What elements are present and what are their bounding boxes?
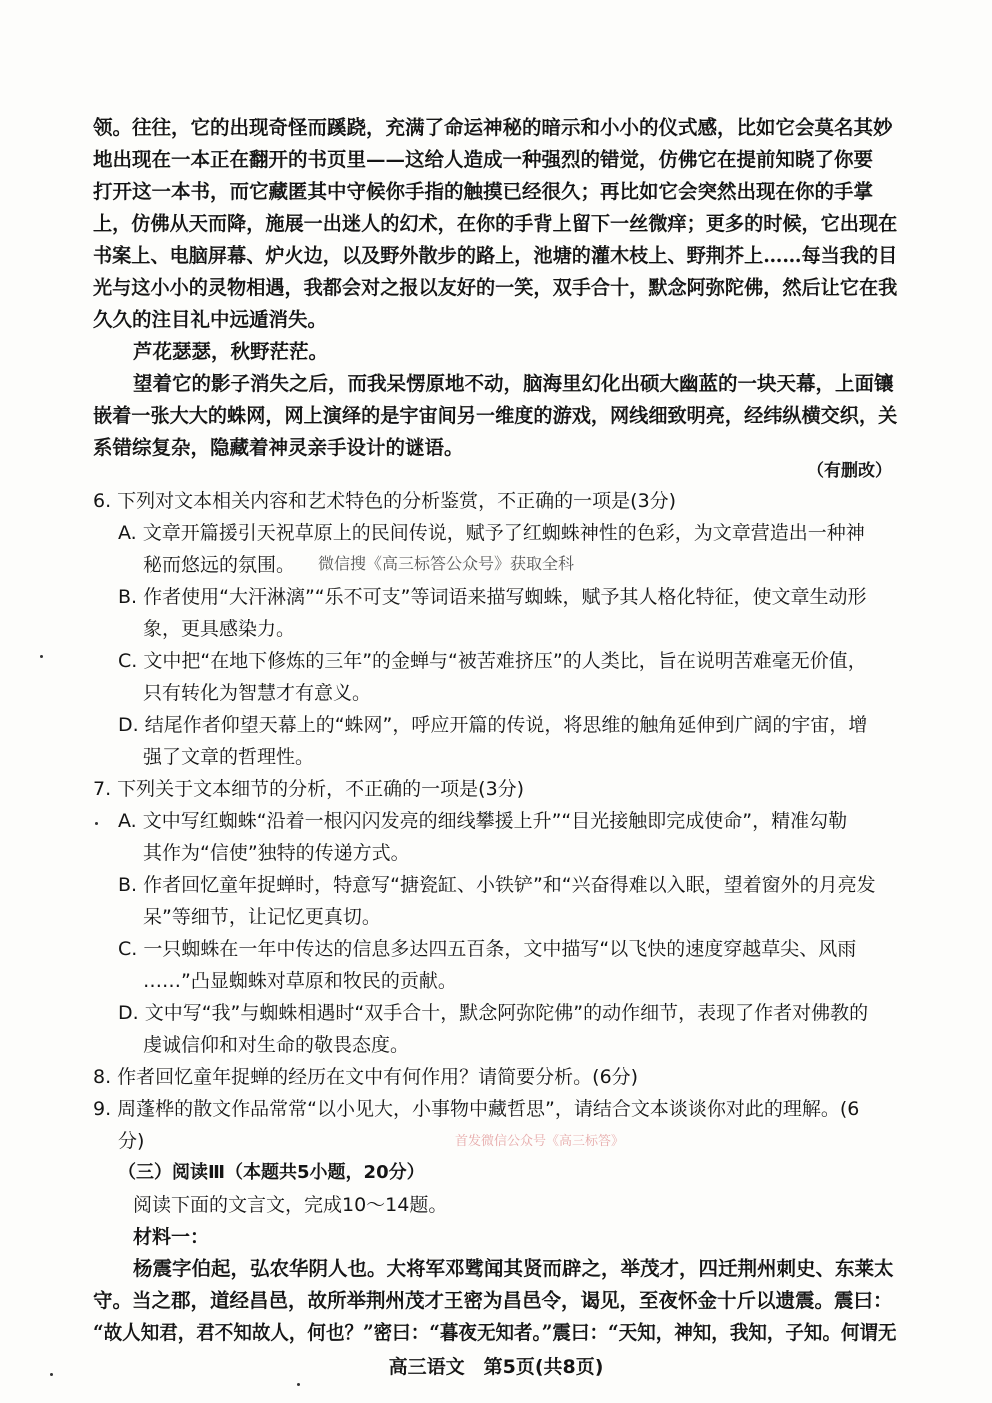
question-6-option-b: B. 作者使用“大汗淋漓”“乐不可支”等词语来描写蜘蛛，赋予其人格化特征，使文章生动形 [118,586,867,608]
question-7-option-a: A. 文中写红蜘蛛“沿着一根闪闪发亮的细线攀援上升”“目光接触即完成使命”，精准勾勒 [118,810,848,832]
page-footer: 高三语文 第5页(共8页) [388,1356,604,1378]
question-7-option-d: D. 文中写“我”与蜘蛛相遇时“双手合十，默念阿弥陀佛”的动作细节，表现了作者对佛教的 [118,1002,869,1024]
passage-line: 打开这一本书，而它藏匿其中守候你手指的触摸已经很久；再比如它会突然出现在你的手掌 [93,180,874,203]
question-6-option-a-cont: 秘而悠远的氛围。 [143,554,296,576]
passage-paragraph-2: 芦花瑟瑟，秋野茫茫。 [133,340,329,363]
question-7-option-c-cont: ……”凸显蜘蛛对草原和牧民的贡献。 [143,970,457,992]
passage-line: 领。往往，它的出现奇怪而蹊跷，充满了命运神秘的暗示和小小的仪式感，比如它会莫名其妙 [93,116,893,139]
watermark-text: 微信搜《高三标答公众号》获取全科 [318,554,575,573]
question-6-option-c: C. 文中把“在地下修炼的三年”的金蝉与“被苦难挤压”的人类比，旨在说明苦难毫无价值， [118,650,867,672]
classical-text-line: “故人知君，君不知故人，何也？”密曰：“暮夜无知者。”震曰：“天知，神知，我知，子知。何谓无 [93,1321,897,1344]
watermark-text: 首发微信公众号《高三标答》 [455,1134,625,1149]
scan-speck [95,822,98,825]
scan-speck [50,1373,53,1376]
section-3-instruction: 阅读下面的文言文，完成10～14题。 [133,1194,448,1216]
question-7-stem: 7. 下列关于文本细节的分析，不正确的一项是(3分) [93,778,525,800]
question-7-option-a-cont: 其作为“信使”独特的传递方式。 [143,842,410,864]
passage-line: 地出现在一本正在翻开的书页里——这给人造成一种强烈的错觉，仿佛它在提前知晓了你要 [93,148,874,171]
abridged-note: （有删改） [807,461,892,481]
question-6-option-b-cont: 象，更具感染力。 [143,618,296,640]
section-3-title: （三）阅读Ⅲ（本题共5小题，20分） [118,1162,425,1183]
passage-line: 系错综复杂，隐藏着神灵亲手设计的谜语。 [93,436,464,459]
passage-line: 嵌着一张大大的蛛网，网上演绎的是宇宙间另一维度的游戏，网线细致明亮，经纬纵横交织，关 [93,404,898,427]
passage-line: 望着它的影子消失之后，而我呆愣原地不动，脑海里幻化出硕大幽蓝的一块天幕，上面镶 [133,372,894,395]
question-6-option-c-cont: 只有转化为智慧才有意义。 [143,682,372,704]
passage-line: 久久的注目礼中远遁消失。 [93,308,328,331]
question-9-cont: 分) [118,1130,145,1152]
scan-speck [297,1383,300,1386]
passage-line: 上，仿佛从天而降，施展一出迷人的幻术，在你的手背上留下一丝微痒；更多的时候，它出现在 [93,212,898,235]
passage-line: 光与这小小的灵物相遇，我都会对之报以友好的一笑，双手合十，默念阿弥陀佛，然后让它在我 [93,276,898,299]
classical-text-line: 守。当之郡，道经昌邑，故所举荆州茂才王密为昌邑令，谒见，至夜怀金十斤以遗震。震曰： [93,1289,893,1312]
passage-line: 书案上、电脑屏幕、炉火边，以及野外散步的路上，池塘的灌木枝上、野荆芥上……每当我的目 [93,244,898,267]
scan-speck [40,655,43,658]
question-7-option-b: B. 作者回忆童年捉蝉时，特意写“搪瓷缸、小铁铲”和“兴奋得难以入眠，望着窗外的月亮发 [118,874,876,896]
question-9: 9. 周蓬桦的散文作品常常“以小见大，小事物中藏哲思”，请结合文本谈谈你对此的理解。(6 [93,1098,860,1120]
question-7-option-d-cont: 虔诚信仰和对生命的敬畏态度。 [143,1034,410,1056]
question-6-option-d-cont: 强了文章的哲理性。 [143,746,315,768]
question-7-option-b-cont: 呆”等细节，让记忆更真切。 [143,906,381,928]
question-6-stem: 6. 下列对文本相关内容和艺术特色的分析鉴赏，不正确的一项是(3分) [93,490,677,512]
question-8: 8. 作者回忆童年捉蝉的经历在文中有何作用？请简要分析。(6分) [93,1066,639,1088]
question-6-option-d: D. 结尾作者仰望天幕上的“蛛网”，呼应开篇的传说，将思维的触角延伸到广阔的宇宙，增 [118,714,868,736]
classical-text-line: 杨震字伯起，弘农华阴人也。大将军邓骘闻其贤而辟之，举茂才，四迁荆州刺史、东莱太 [133,1257,894,1280]
question-6-option-a: A. 文章开篇援引天祝草原上的民间传说，赋予了红蜘蛛神性的色彩，为文章营造出一种神 [118,522,865,544]
material-1-label: 材料一： [133,1226,210,1248]
question-7-option-c: C. 一只蜘蛛在一年中传达的信息多达四五百条，文中描写“以飞快的速度穿越草尖、风雨 [118,938,857,960]
